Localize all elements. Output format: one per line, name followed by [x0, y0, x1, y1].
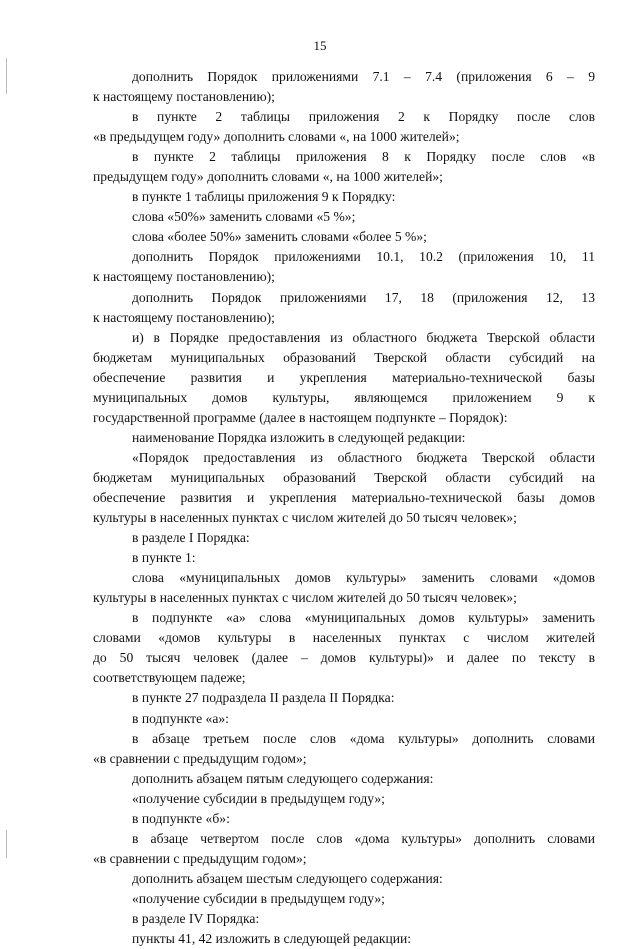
paragraph: [93, 829, 595, 869]
text-line: дополнить Порядок приложениями 17, 18 (приложения 12, 13: [132, 289, 595, 305]
text-line: «Порядок предоставления из областного бюджета Тверской области: [132, 449, 595, 465]
text-line: «в предыдущем году» дополнить словами «, на 1000 жителей»;: [93, 129, 460, 145]
text-line: в пункте 27 подраздела II раздела II Порядка:: [132, 690, 395, 706]
paragraph: [93, 889, 595, 909]
paragraph: [93, 608, 595, 688]
text-line: бюджетам муниципальных образований Тверской области субсидий на: [93, 349, 595, 365]
paragraph: [93, 247, 595, 287]
paragraph: [93, 448, 595, 528]
scan-edge-mark: [6, 830, 7, 858]
text-line: в подпункте «а» слова «муниципальных домов культуры» заменить: [132, 610, 595, 626]
text-line: предыдущем году» дополнить словами «, на 1000 жителей»;: [93, 169, 443, 185]
paragraph: [93, 929, 595, 949]
text-line: дополнить Порядок приложениями 10.1, 10.2 (приложения 10, 11: [132, 249, 595, 265]
text-line: в подпункте «б»:: [132, 810, 230, 826]
paragraph: [93, 107, 595, 147]
paragraph: [93, 428, 595, 448]
paragraph: [93, 729, 595, 769]
text-line: в подпункте «а»:: [132, 710, 229, 726]
text-line: наименование Порядка изложить в следующей редакции:: [132, 429, 466, 445]
scan-edge-mark: [6, 58, 7, 94]
paragraph: [93, 789, 595, 809]
paragraph: [93, 769, 595, 789]
text-line: обеспечение развития и укрепления материально-технической базы: [93, 369, 595, 385]
text-line: «в сравнении с предыдущим годом»;: [93, 850, 307, 866]
paragraph: [93, 709, 595, 729]
paragraph: [93, 147, 595, 187]
text-line: дополнить абзацем пятым следующего содержания:: [132, 770, 434, 786]
text-line: в пункте 2 таблицы приложения 2 к Порядку после слов: [132, 109, 595, 125]
paragraph: [93, 809, 595, 829]
text-line: «в сравнении с предыдущим годом»;: [93, 750, 307, 766]
text-line: дополнить Порядок приложениями 7.1 – 7.4 (приложения 6 – 9: [132, 69, 595, 84]
paragraph: [93, 568, 595, 608]
paragraph: [93, 187, 595, 207]
paragraph: [93, 869, 595, 889]
text-line: культуры в населенных пунктах с числом жителей до 50 тысяч человек»;: [93, 510, 517, 526]
document-body: [93, 67, 595, 949]
paragraph: [93, 288, 595, 328]
text-line: дополнить абзацем шестым следующего содержания:: [132, 870, 443, 886]
text-line: обеспечение развития и укрепления материально-технической базы домов: [93, 489, 595, 505]
text-line: «получение субсидии в предыдущем году»;: [132, 790, 385, 806]
text-line: и) в Порядке предоставления из областного бюджета Тверской области: [132, 329, 595, 345]
text-line: государственной программе (далее в настоящем подпункте – Порядок):: [93, 409, 508, 425]
text-line: в разделе IV Порядка:: [132, 910, 260, 926]
text-line: бюджетам муниципальных образований Тверской области субсидий на: [93, 469, 595, 485]
text-line: пункты 41, 42 изложить в следующей редакции:: [132, 931, 412, 947]
text-line: культуры в населенных пунктах с числом жителей до 50 тысяч человек»;: [93, 590, 517, 606]
text-line: слова «более 50%» заменить словами «более 5 %»;: [132, 229, 427, 245]
paragraph: [93, 688, 595, 708]
paragraph: [93, 227, 595, 247]
text-line: «получение субсидии в предыдущем году»;: [132, 890, 385, 906]
page-number: 15: [313, 38, 327, 53]
text-line: слова «50%» заменить словами «5 %»;: [132, 209, 356, 225]
text-line: в абзаце четвертом после слов «дома культуры» дополнить словами: [132, 830, 595, 846]
text-line: словами «домов культуры в населенных пунктах с числом жителей: [93, 630, 595, 646]
text-line: в пункте 1 таблицы приложения 9 к Порядку:: [132, 189, 396, 205]
paragraph: [93, 207, 595, 227]
text-line: до 50 тысяч человек (далее – домов культуры)» и далее по тексту в: [93, 650, 595, 666]
text-line: соответствующем падеже;: [93, 670, 246, 686]
paragraph: [93, 67, 595, 107]
text-line: слова «муниципальных домов культуры» заменить словами «домов: [132, 570, 595, 586]
text-line: в пункте 2 таблицы приложения 8 к Порядку после слов «в: [132, 149, 595, 165]
text-line: к настоящему постановлению);: [93, 89, 275, 105]
paragraph: [93, 328, 595, 428]
text-line: в абзаце третьем после слов «дома культуры» дополнить словами: [132, 730, 595, 746]
text-line: муниципальных домов культуры, являющемся приложением 9 к: [93, 389, 595, 405]
paragraph: [93, 548, 595, 568]
text-line: в разделе I Порядка:: [132, 530, 250, 546]
text-line: к настоящему постановлению);: [93, 269, 275, 285]
paragraph: [93, 528, 595, 548]
text-line: к настоящему постановлению);: [93, 309, 275, 325]
paragraph: [93, 909, 595, 929]
text-line: в пункте 1:: [132, 550, 196, 566]
